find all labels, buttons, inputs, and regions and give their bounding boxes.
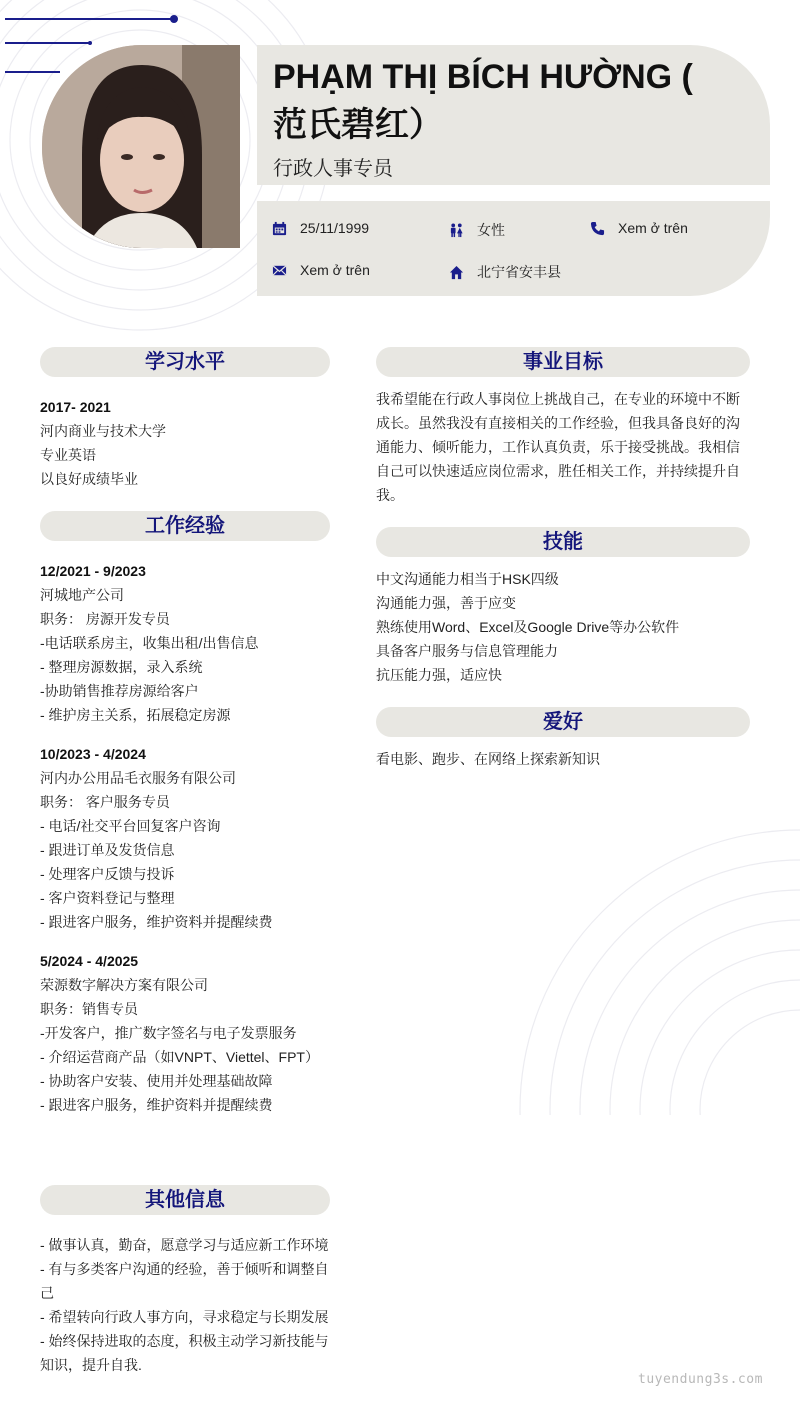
phone-value: Xem ở trên [618,220,688,236]
job-duty: -协助销售推荐房源给客户 [40,683,199,699]
education-school: 河内商业与技术大学 [40,423,166,439]
gender-item [449,220,505,240]
hobbies-text: 看电影、跑步、在网络上探索新知识 [376,751,600,767]
calendar-icon [272,221,287,236]
other-info-line: - 希望转向行政人事方向，寻求稳定与长期发展 [40,1309,329,1325]
job-company: 河内办公用品毛衣服务有限公司 [40,770,236,786]
job-duty: -电话联系房主，收集出租/出售信息 [40,635,259,651]
skills-block [376,567,679,687]
job-period: 10/2023 - 4/2024 [40,746,146,762]
job-period: 12/2021 - 9/2023 [40,563,146,579]
job-entry [40,949,319,1117]
skill-item: 熟练使用Word、Excel及Google Drive等办公软件 [376,619,680,635]
job-duty: - 跟进订单及发货信息 [40,842,175,858]
watermark: tuyendung3s.com [638,1372,763,1387]
home-icon [449,265,464,280]
job-entry [40,559,259,727]
job-duty: - 电话/社交平台回复客户咨询 [40,818,221,834]
job-company: 荣源数字解决方案有限公司 [40,977,208,993]
objective-heading: 事业目标 [376,347,750,377]
skill-item: 具备客户服务与信息管理能力 [376,643,558,659]
other-info-block [40,1233,332,1377]
skills-heading: 技能 [376,527,750,557]
job-duty: - 整理房源数据，录入系统 [40,659,203,675]
profile-photo [42,45,240,248]
hobbies-heading: 爱好 [376,707,750,737]
job-position: 职务： 客户服务专员 [40,794,170,810]
job-duty: - 跟进客户服务，维护资料并提醒续费 [40,1097,273,1113]
other-info-line: - 做事认真，勤奋，愿意学习与适应新工作环境 [40,1237,329,1253]
education-major: 专业英语 [40,447,96,463]
education-period: 2017- 2021 [40,399,111,415]
other-info-line: - 有与多类客户沟通的经验，善于倾听和调整自己 [40,1261,329,1301]
contact-panel [257,201,770,296]
job-period: 5/2024 - 4/2025 [40,953,139,969]
phone-icon [590,221,605,236]
other-info-heading: 其他信息 [40,1185,330,1215]
gender-icon [449,223,464,238]
job-position: 职务： 房源开发专员 [40,611,170,627]
job-duty: - 处理客户反馈与投诉 [40,866,175,882]
full-name: PHẠM THỊ BÍCH HƯỜNG ( 范氏碧红） [273,58,693,144]
email-item [272,262,370,278]
decor-dot [170,15,178,23]
job-duty: - 协助客户安装、使用并处理基础故障 [40,1073,273,1089]
address-item [449,262,561,282]
email-value: Xem ở trên [300,262,370,278]
other-info-line: - 始终保持进取的态度，积极主动学习新技能与知识，提升自我. [40,1333,329,1373]
birthday-item [272,220,369,236]
job-entry [40,742,273,934]
skill-item: 中文沟通能力相当于HSK四级 [376,571,559,587]
objective-text: 我希望能在行政人事岗位上挑战自己，在专业的环境中不断成长。虽然我没有直接相关的工作经验，但我具备良好的沟通能力、倾听能力，工作认真负责，乐于接受挑战。我相信自己可以快速适应岗位需求，胜任相关工作，并持续提升自我。 [376,391,740,503]
address-value: 北宁省安丰县 [477,264,561,280]
job-position: 职务：销售专员 [40,1001,138,1017]
job-title: 行政人事专员 [273,158,393,180]
name-panel [257,45,770,185]
job-duty: - 介绍运营商产品（如VNPT、Viettel、FPT） [40,1049,319,1065]
job-duty: -开发客户，推广数字签名与电子发票服务 [40,1025,297,1041]
education-heading: 学习水平 [40,347,330,377]
gender-value: 女性 [477,222,505,238]
birthday-value: 25/11/1999 [300,220,370,236]
education-block [40,395,166,491]
job-duty: - 维护房主关系，拓展稳定房源 [40,707,231,723]
envelope-icon [272,263,287,278]
skill-item: 沟通能力强，善于应变 [376,595,516,611]
job-duty: - 跟进客户服务，维护资料并提醒续费 [40,914,273,930]
education-result: 以良好成绩毕业 [40,471,138,487]
job-company: 河城地产公司 [40,587,124,603]
phone-item [590,220,688,236]
skill-item: 抗压能力强，适应快 [376,667,502,683]
job-duty: - 客户资料登记与整理 [40,890,175,906]
experience-heading: 工作经验 [40,511,330,541]
